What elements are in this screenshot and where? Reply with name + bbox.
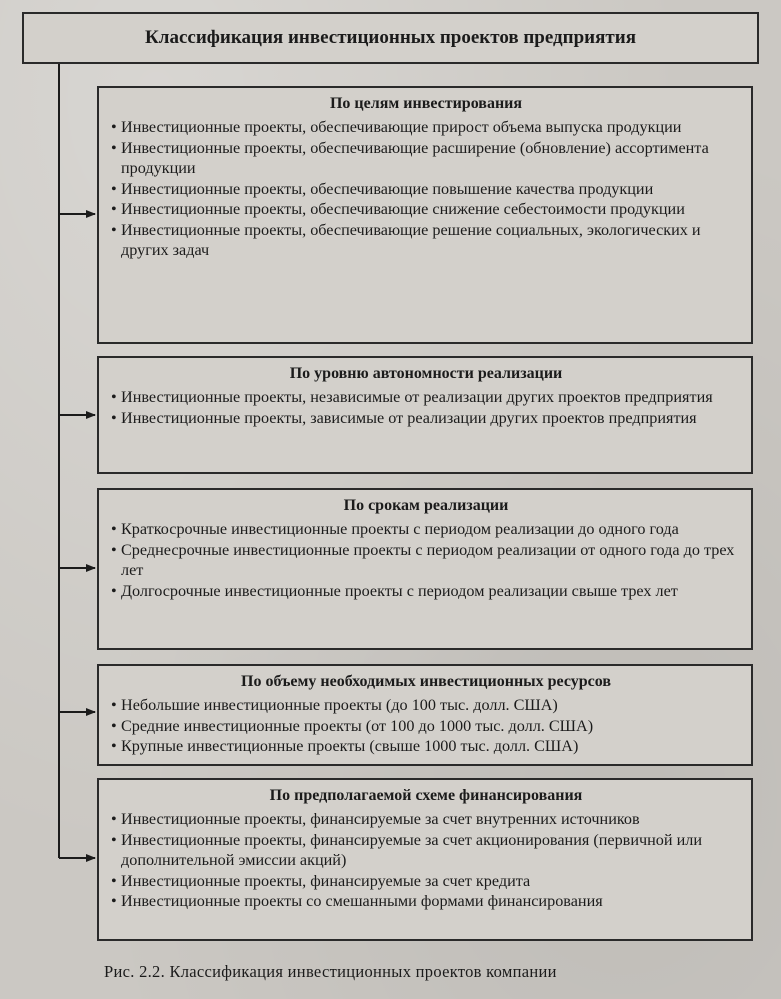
bullet-icon: • bbox=[111, 408, 117, 427]
category-box-financing-scheme bbox=[97, 778, 753, 941]
list-item: • Инвестиционные проекты, зависимые от реализации других проектов предприятия bbox=[111, 408, 697, 427]
category-list bbox=[111, 809, 741, 912]
diagram-title: Классификация инвестиционных проектов предприятия bbox=[145, 27, 636, 48]
figure-caption: Рис. 2.2. Классификация инвестиционных проектов компании bbox=[104, 962, 557, 981]
bullet-icon: • bbox=[111, 138, 117, 157]
list-item: • Инвестиционные проекты, обеспечивающие снижение себестоимости продукции bbox=[111, 200, 685, 218]
bullet-icon: • bbox=[111, 737, 117, 755]
list-item: • Инвестиционные проекты, финансируемые за счет внутренних источников bbox=[111, 810, 640, 828]
bullet-icon: • bbox=[111, 520, 117, 538]
bullet-icon: • bbox=[111, 179, 117, 198]
bullet-icon: • bbox=[111, 540, 117, 559]
diagram-title-box bbox=[22, 12, 759, 64]
bullet-icon: • bbox=[111, 200, 117, 218]
category-box-autonomy-level bbox=[97, 356, 753, 474]
list-item: • Инвестиционные проекты, финансируемые за счет кредита bbox=[111, 871, 531, 890]
list-item: • Долгосрочные инвестиционные проекты с периодом реализации свыше трех лет bbox=[111, 581, 678, 600]
list-item: • Инвестиционные проекты, обеспечивающие решение социальных, экологических и других задач bbox=[111, 220, 701, 259]
bullet-icon: • bbox=[111, 810, 117, 828]
bullet-icon: • bbox=[111, 118, 117, 136]
category-list bbox=[111, 695, 741, 757]
list-item: • Инвестиционные проекты со смешанными формами финансирования bbox=[111, 892, 603, 910]
list-item: • Инвестиционные проекты, обеспечивающие прирост объема выпуска продукции bbox=[111, 118, 682, 136]
category-list bbox=[111, 519, 741, 601]
category-box-implementation-terms bbox=[97, 488, 753, 650]
category-title: По объему необходимых инвестиционных ресурсов bbox=[241, 673, 611, 690]
list-item: • Инвестиционные проекты, обеспечивающие повышение качества продукции bbox=[111, 179, 654, 198]
category-box-resource-volume bbox=[97, 664, 753, 766]
list-item: • Крупные инвестиционные проекты (свыше 1000 тыс. долл. США) bbox=[111, 737, 579, 755]
category-title: По целям инвестирования bbox=[329, 95, 523, 112]
bullet-icon: • bbox=[111, 220, 117, 239]
bullet-icon: • bbox=[111, 696, 117, 714]
bullet-icon: • bbox=[111, 716, 117, 735]
bullet-icon: • bbox=[111, 581, 117, 600]
category-box-investment-goals bbox=[97, 86, 753, 344]
category-list bbox=[111, 117, 741, 261]
bullet-icon: • bbox=[111, 388, 117, 406]
category-list bbox=[111, 387, 741, 428]
list-item: • Средние инвестиционные проекты (от 100 до 1000 тыс. долл. США) bbox=[111, 716, 594, 735]
list-item: • Небольшие инвестиционные проекты (до 100 тыс. долл. США) bbox=[111, 696, 558, 714]
list-item: • Инвестиционные проекты, независимые от реализации других проектов предприятия bbox=[111, 388, 713, 406]
category-title: По уровню автономности реализации bbox=[289, 365, 563, 382]
category-title: По предполагаемой схеме финансирования bbox=[269, 787, 583, 804]
list-item: • Инвестиционные проекты, финансируемые за счет акционирования (первичной или дополнительной эмиссии акций) bbox=[111, 830, 702, 869]
bullet-icon: • bbox=[111, 871, 117, 890]
bullet-icon: • bbox=[111, 892, 117, 910]
category-title: По срокам реализации bbox=[343, 497, 509, 514]
bullet-icon: • bbox=[111, 830, 117, 849]
list-item: • Инвестиционные проекты, обеспечивающие расширение (обновление) ассортимента продукции bbox=[111, 138, 709, 177]
list-item: • Краткосрочные инвестиционные проекты с периодом реализации до одного года bbox=[111, 520, 679, 538]
list-item: • Среднесрочные инвестиционные проекты с периодом реализации от одного года до трех лет bbox=[111, 540, 735, 579]
